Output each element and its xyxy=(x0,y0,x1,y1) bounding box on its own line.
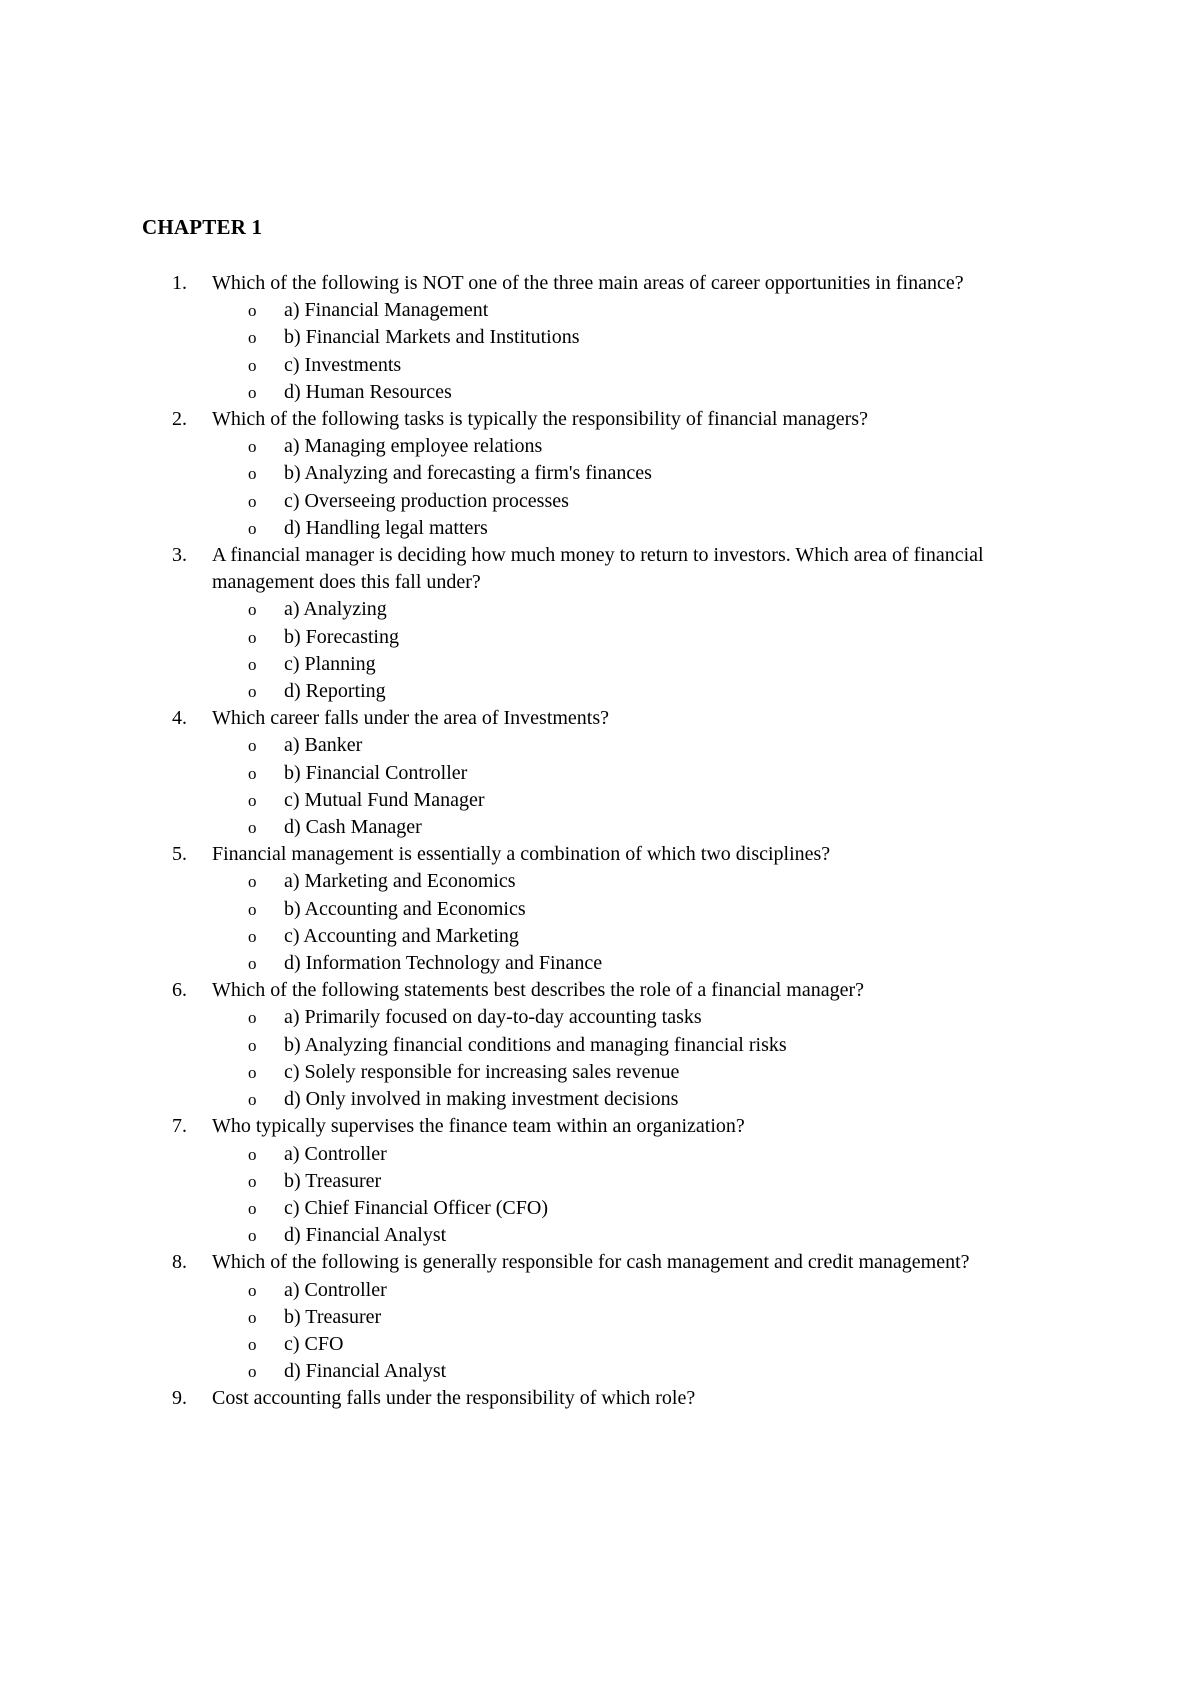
question-number: 1. xyxy=(172,272,187,294)
bullet-icon: o xyxy=(248,1307,257,1327)
bullet-icon: o xyxy=(248,627,257,647)
answer-option xyxy=(212,1277,1072,1304)
option-list xyxy=(212,433,1072,542)
answer-option xyxy=(212,732,1072,759)
question-text: Which of the following is NOT one of the three main areas of career opportunities in finance? xyxy=(212,272,964,294)
question-item xyxy=(142,977,1072,1113)
bullet-icon: o xyxy=(248,1198,257,1218)
answer-option xyxy=(212,596,1072,623)
question-text: Which career falls under the area of Investments? xyxy=(212,707,610,730)
question-number: 2. xyxy=(172,408,187,431)
option-text: c) Investments xyxy=(284,353,402,376)
answer-option xyxy=(212,1168,1072,1195)
answer-option xyxy=(212,923,1072,950)
answer-option xyxy=(212,1222,1072,1249)
answer-option xyxy=(212,814,1072,841)
bullet-icon: o xyxy=(248,736,257,756)
bullet-icon: o xyxy=(248,1062,257,1082)
option-text: a) Financial Management xyxy=(284,299,489,322)
question-text: Financial management is essentially a combination of which two disciplines? xyxy=(212,843,831,866)
question-item xyxy=(142,270,1072,406)
option-text: b) Financial Controller xyxy=(284,761,468,784)
option-text: b) Treasurer xyxy=(284,1169,382,1192)
answer-option xyxy=(212,515,1072,542)
bullet-icon: o xyxy=(248,654,257,674)
option-text: d) Only involved in making investment decisions xyxy=(284,1088,679,1111)
bullet-icon: o xyxy=(248,1226,257,1246)
question-item xyxy=(142,542,1072,705)
option-list xyxy=(212,297,1072,406)
answer-option xyxy=(212,624,1072,651)
bullet-icon: o xyxy=(248,1090,257,1110)
bullet-icon: o xyxy=(248,301,257,321)
question-number: 6. xyxy=(172,979,187,1002)
answer-option xyxy=(212,297,1072,324)
bullet-icon: o xyxy=(248,926,257,946)
bullet-icon: o xyxy=(248,382,257,402)
answer-option xyxy=(212,1086,1072,1113)
option-text: d) Financial Analyst xyxy=(284,1360,447,1383)
answer-option xyxy=(212,678,1072,705)
option-text: a) Primarily focused on day-to-day accounting tasks xyxy=(284,1006,702,1029)
question-item xyxy=(142,406,1072,542)
bullet-icon: o xyxy=(248,818,257,838)
question-number: 4. xyxy=(172,707,187,730)
option-text: c) CFO xyxy=(284,1332,344,1355)
option-list xyxy=(212,1004,1072,1113)
option-text: d) Reporting xyxy=(284,680,386,703)
bullet-icon: o xyxy=(248,872,257,892)
question-number: 5. xyxy=(172,843,187,866)
option-list xyxy=(212,1141,1072,1250)
chapter-title: CHAPTER 1 xyxy=(142,215,263,239)
option-text: d) Human Resources xyxy=(284,380,452,403)
bullet-icon: o xyxy=(248,437,257,457)
option-text: b) Analyzing and forecasting a firm's finances xyxy=(284,462,652,485)
question-text: Which of the following statements best describes the role of a financial manager? xyxy=(212,979,864,1002)
question-item xyxy=(142,1385,1072,1412)
question-item xyxy=(142,1249,1072,1385)
option-text: c) Solely responsible for increasing sales revenue xyxy=(284,1060,680,1083)
question-number: 3. xyxy=(172,544,187,567)
answer-option xyxy=(212,787,1072,814)
answer-option xyxy=(212,1032,1072,1059)
option-text: d) Cash Manager xyxy=(284,816,422,839)
option-text: d) Financial Analyst xyxy=(284,1224,447,1247)
question-text: Who typically supervises the finance team within an organization? xyxy=(212,1115,745,1138)
answer-option xyxy=(212,488,1072,515)
option-text: c) Chief Financial Officer (CFO) xyxy=(284,1196,548,1219)
option-text: b) Accounting and Economics xyxy=(284,897,526,920)
bullet-icon: o xyxy=(248,899,257,919)
answer-option xyxy=(212,460,1072,487)
question-text: A financial manager is deciding how much money to return to investors. Which area of financial management does this fall under? xyxy=(212,544,984,594)
bullet-icon: o xyxy=(248,954,257,974)
option-text: c) Mutual Fund Manager xyxy=(284,788,485,811)
bullet-icon: o xyxy=(248,518,257,538)
bullet-icon: o xyxy=(248,464,257,484)
question-item xyxy=(142,1113,1072,1249)
option-text: d) Handling legal matters xyxy=(284,516,488,539)
option-text: a) Controller xyxy=(284,1142,387,1165)
answer-option xyxy=(212,1141,1072,1168)
bullet-icon: o xyxy=(248,763,257,783)
question-item xyxy=(142,841,1072,977)
answer-option xyxy=(212,379,1072,406)
answer-option xyxy=(212,1059,1072,1086)
option-text: d) Information Technology and Finance xyxy=(284,952,603,975)
bullet-icon: o xyxy=(248,600,257,620)
question-number: 7. xyxy=(172,1115,187,1138)
bullet-icon: o xyxy=(248,1280,257,1300)
bullet-icon: o xyxy=(248,328,257,348)
option-text: b) Financial Markets and Institutions xyxy=(284,326,580,349)
answer-option xyxy=(212,1304,1072,1331)
option-list xyxy=(212,1277,1072,1386)
option-text: a) Banker xyxy=(284,734,363,757)
option-list xyxy=(212,732,1072,841)
answer-option xyxy=(212,896,1072,923)
question-list xyxy=(142,270,1072,1413)
bullet-icon: o xyxy=(248,491,257,511)
bullet-icon: o xyxy=(248,1171,257,1191)
bullet-icon: o xyxy=(248,682,257,702)
bullet-icon: o xyxy=(248,1144,257,1164)
bullet-icon: o xyxy=(248,355,257,375)
answer-option xyxy=(212,1358,1072,1385)
answer-option xyxy=(212,1195,1072,1222)
bullet-icon: o xyxy=(248,1035,257,1055)
answer-option xyxy=(212,324,1072,351)
option-text: c) Overseeing production processes xyxy=(284,489,569,512)
option-text: c) Accounting and Marketing xyxy=(284,924,519,947)
option-text: a) Controller xyxy=(284,1278,387,1301)
option-text: b) Analyzing financial conditions and managing financial risks xyxy=(284,1033,787,1056)
answer-option xyxy=(212,651,1072,678)
option-text: a) Analyzing xyxy=(284,598,387,621)
question-item xyxy=(142,705,1072,841)
question-number: 8. xyxy=(172,1251,187,1274)
answer-option xyxy=(212,760,1072,787)
answer-option xyxy=(212,868,1072,895)
option-text: c) Planning xyxy=(284,652,376,675)
option-text: a) Managing employee relations xyxy=(284,435,543,458)
answer-option xyxy=(212,950,1072,977)
bullet-icon: o xyxy=(248,790,257,810)
bullet-icon: o xyxy=(248,1008,257,1028)
option-text: b) Treasurer xyxy=(284,1305,382,1328)
bullet-icon: o xyxy=(248,1334,257,1354)
answer-option xyxy=(212,1004,1072,1031)
question-text: Cost accounting falls under the responsibility of which role? xyxy=(212,1387,696,1410)
question-text: Which of the following is generally responsible for cash management and credit management? xyxy=(212,1251,970,1274)
bullet-icon: o xyxy=(248,1362,257,1382)
option-list xyxy=(212,596,1072,705)
option-list xyxy=(212,868,1072,977)
option-text: b) Forecasting xyxy=(284,625,399,648)
answer-option xyxy=(212,352,1072,379)
answer-option xyxy=(212,1331,1072,1358)
question-text: Which of the following tasks is typically the responsibility of financial managers? xyxy=(212,408,868,431)
answer-option xyxy=(212,433,1072,460)
option-text: a) Marketing and Economics xyxy=(284,870,516,893)
question-number: 9. xyxy=(172,1387,187,1410)
